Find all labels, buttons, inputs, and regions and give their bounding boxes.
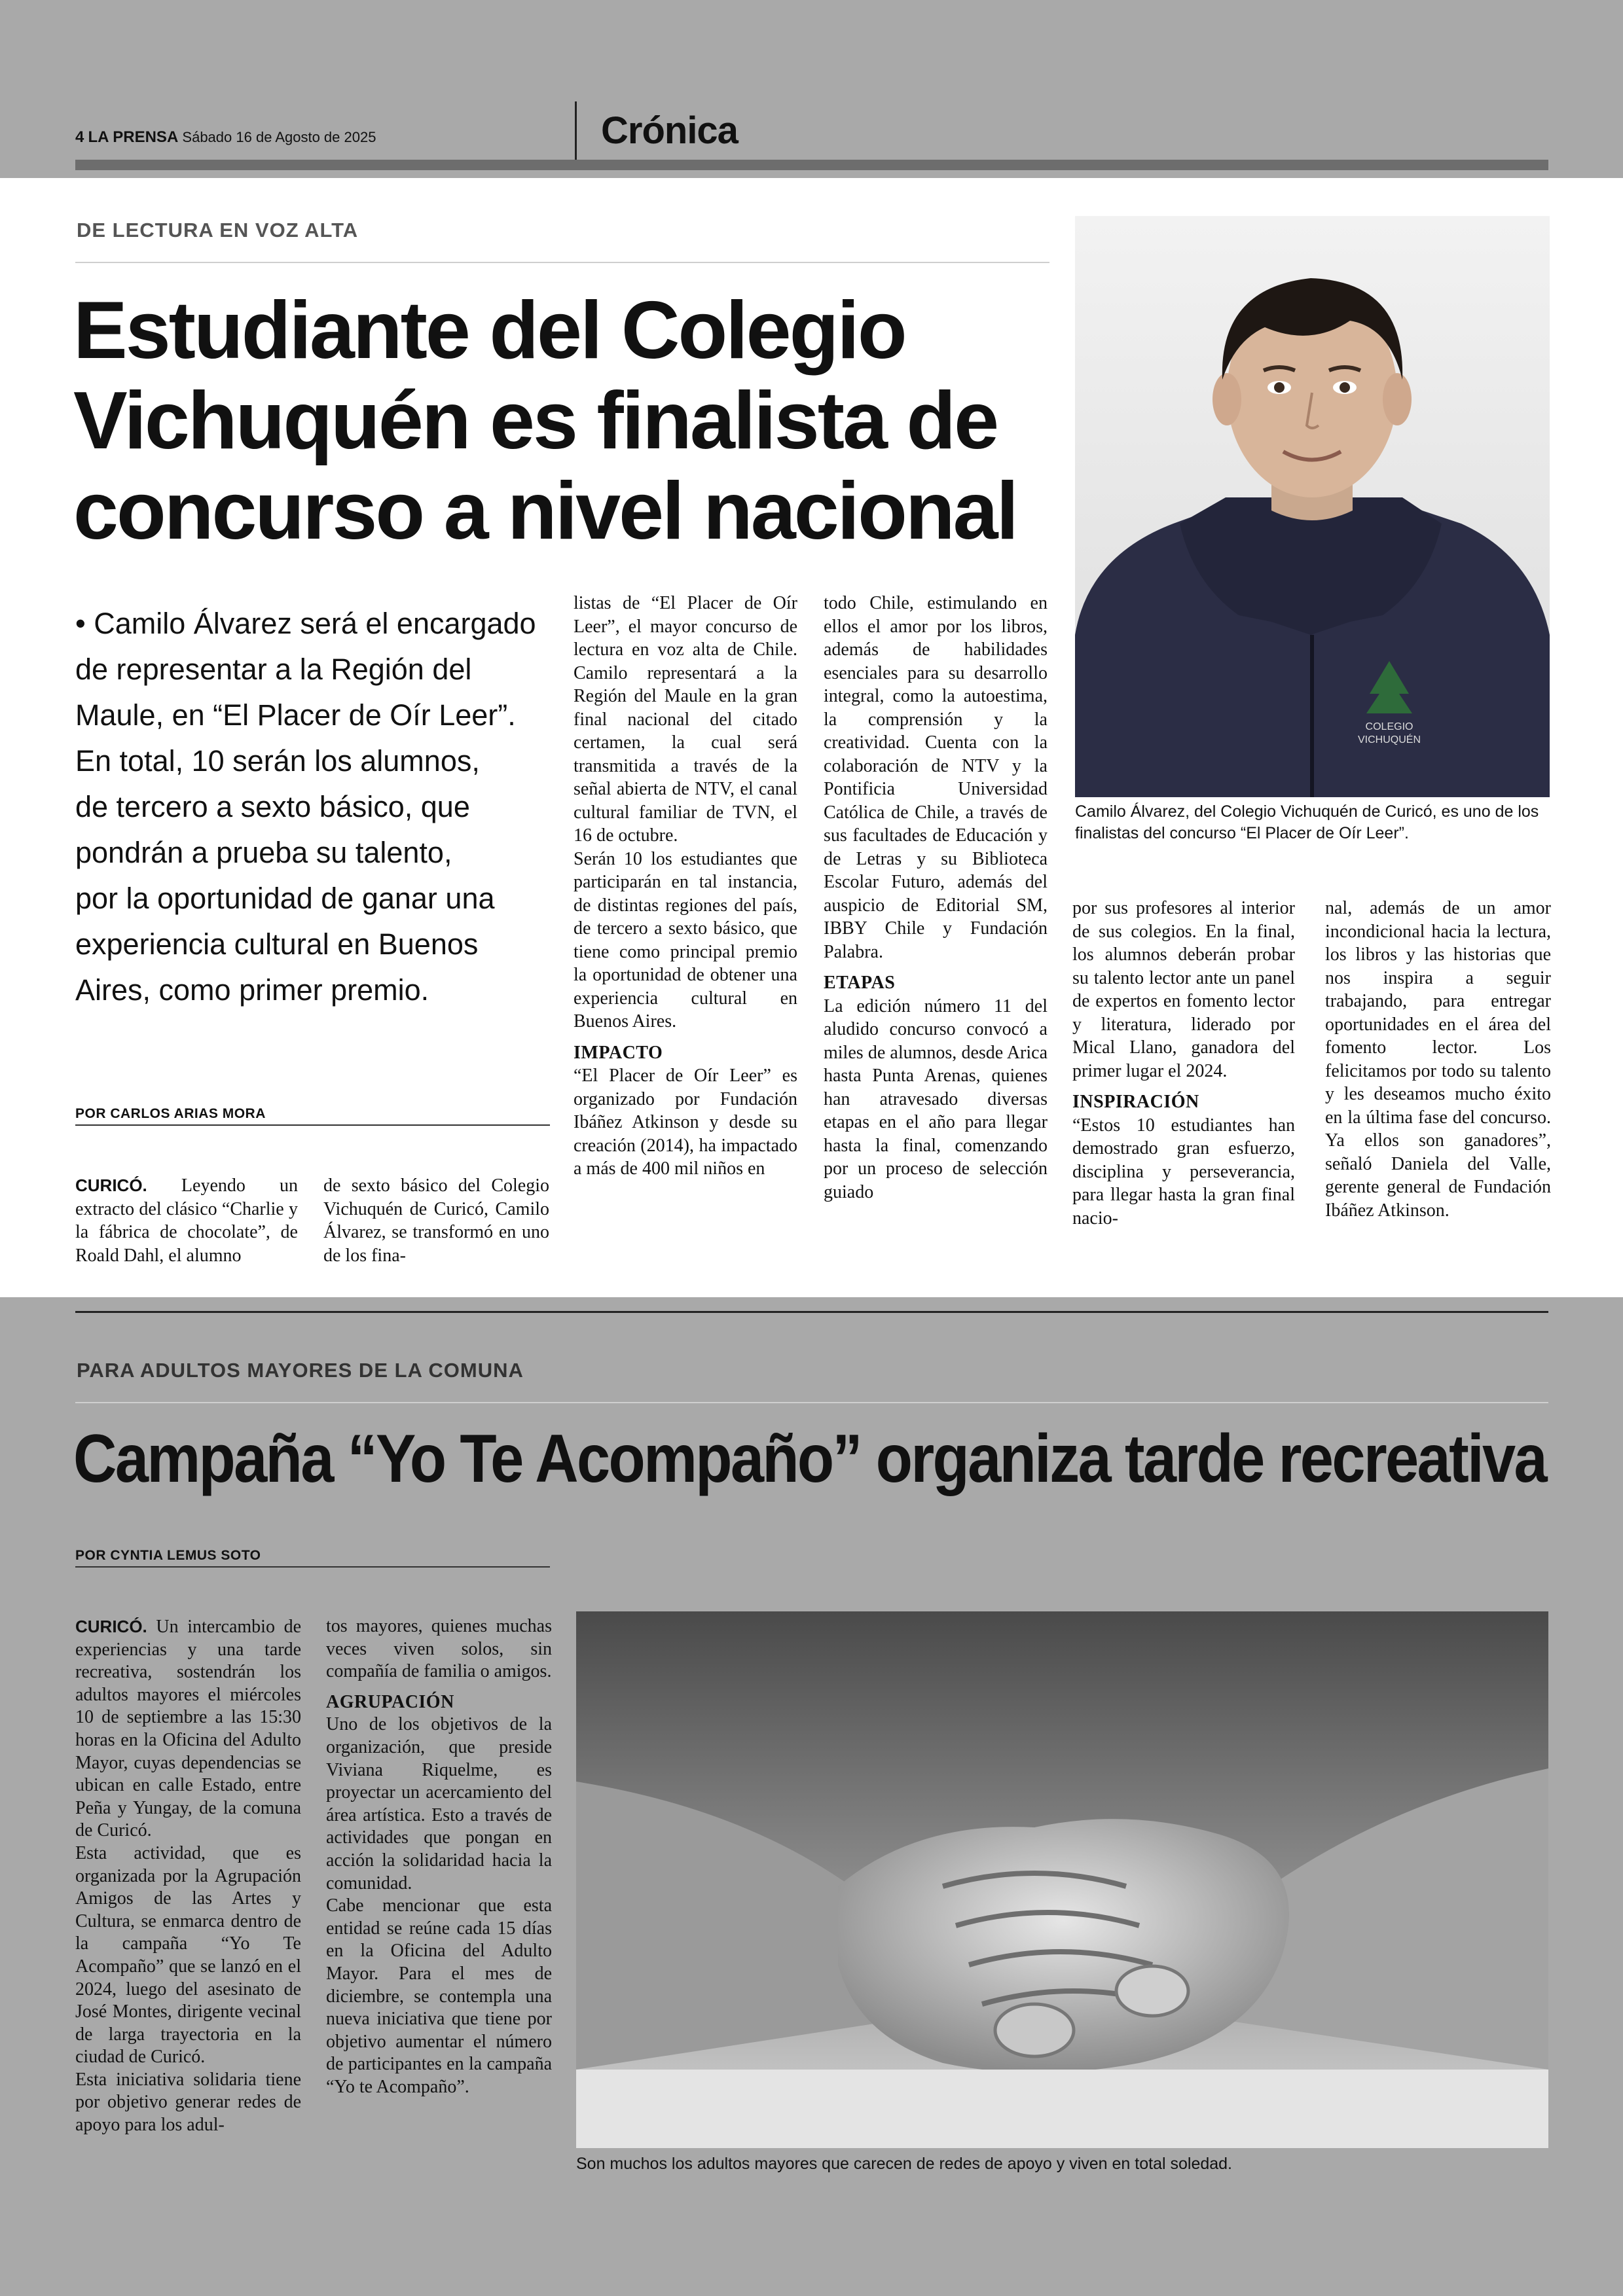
hands-photo-illustration (576, 1611, 1548, 2148)
lead-line: por la oportunidad de ganar una (75, 882, 495, 915)
lead-line: • Camilo Álvarez será el encargado (75, 607, 536, 640)
dateline-city: CURICÓ. (75, 1617, 147, 1636)
article-1-lead (75, 601, 573, 1013)
headline-line: Vichuquén es finalista de (73, 376, 998, 466)
body-text: tos mayores, quienes muchas veces viven solos, sin compañía de familia o amigos. (326, 1616, 552, 1682)
student-photo-caption: Camilo Álvarez, del Colegio Vichuquén de Curicó, es uno de los finalistas del concurso “El Placer de Oír Leer”. (1075, 802, 1539, 842)
body-text: Esta actividad, que es organizada por la Agrupación Amigos de las Artes y Cultura, se enmarca dentro de la campaña “Yo Te Acompaño” que se lanzó en el 2024, luego del asesinato de José Montes, dirigente vecinal de larga trayectoria en la ciudad de Curicó. (75, 1842, 301, 2068)
subhead-impacto: IMPACTO (574, 1042, 663, 1063)
article-1-col-5 (1072, 897, 1295, 1230)
lead-line: pondrán a prueba su talento, (75, 836, 452, 869)
body-text: Serán 10 los estudiantes que participarán en tal instancia, de distintas regiones del país, de tercero a sexto básico, que tiene como principal premio la oportunidad de obtener una experiencia cultural en Buenos Aires. (574, 848, 797, 1031)
header-divider (575, 101, 577, 160)
article-1-col-3 (574, 592, 797, 1181)
article-separator (75, 1311, 1548, 1313)
lead-line: En total, 10 serán los alumnos, (75, 744, 480, 778)
headline-line: concurso a nivel nacional (73, 466, 1017, 556)
dateline-city: CURICÓ. (75, 1175, 147, 1195)
body-text: La edición número 11 del aludido concurso convocó a miles de alumnos, desde Arica hasta Punta Arenas, quienes han atravesado diversas etapas en el año para llegar hasta la final, comenzando por un proceso de selección guiado (824, 996, 1048, 1202)
article-1-col-2 (323, 1174, 549, 1267)
article-1-col-6 (1325, 897, 1551, 1222)
body-text: Un intercambio de experiencias y una tarde recreativa, sostendrán los adultos mayores el miércoles 10 de septiembre a las 15:30 horas en la Oficina del Adulto Mayor, cuyas dependencias se ubican en calle Estado, entre Peña y Yungay, de la comuna de Curicó. (75, 1617, 302, 1841)
article-2-col-1 (75, 1615, 301, 2137)
body-text: “El Placer de Oír Leer” es organizado por Fundación Ibáñez Atkinson y desde su creación (2014), ha impactado a más de 400 mil niños en (574, 1066, 797, 1179)
page-folio (75, 128, 376, 147)
kicker-rule (75, 1402, 1548, 1403)
logo-text: VICHUQUÉN (1357, 734, 1421, 745)
lead-line: experiencia cultural en Buenos (75, 927, 479, 961)
student-photo-illustration (1075, 216, 1550, 797)
issue-date: Sábado 16 de Agosto de 2025 (182, 129, 376, 145)
hands-photo (576, 1611, 1548, 2148)
lead-line: de tercero a sexto básico, que (75, 790, 470, 823)
body-text: de sexto básico del Colegio Vichuquén de Curicó, Camilo Álvarez, se transformó en uno de los fina- (323, 1175, 549, 1266)
article-2-byline: POR CYNTIA LEMUS SOTO (75, 1548, 261, 1563)
article-2-headline: Campaña “Yo Te Acompaño” organiza tarde recreativa (73, 1421, 1546, 1497)
article-1-col-1 (75, 1174, 298, 1267)
subhead-agrupacion: AGRUPACIÓN (326, 1691, 454, 1712)
body-text: todo Chile, estimulando en ellos el amor por los libros, además de habilidades esenciales para su desarrollo integral, como la autoestima, la comprensión y la creatividad. Cuenta con la colaboración de NTV y la Pontificia Universidad Católica de Chile, a través de sus facultades de Educación y de Letras y su Biblioteca Escolar Futuro, además del auspicio de Editorial SM, IBBY Chile y Fundación Palabra. (824, 593, 1048, 962)
headline-line: Estudiante del Colegio (73, 285, 905, 376)
article-1-byline: POR CARLOS ARIAS MORA (75, 1106, 266, 1121)
byline-rule (75, 1124, 550, 1126)
subhead-etapas: ETAPAS (824, 973, 896, 993)
page-number: 4 (75, 128, 84, 146)
lead-line: Maule, en “El Placer de Oír Leer”. (75, 698, 516, 732)
hands-photo-caption: Son muchos los adultos mayores que carecen de redes de apoyo y viven en total soledad. (576, 2155, 1233, 2173)
subhead-inspiracion: INSPIRACIÓN (1072, 1092, 1199, 1112)
body-text: nal, además de un amor incondicional hacia la lectura, los libros y las historias que nos inspira a seguir trabajando, para entregar oportunidades en el área del fomento lector. Los felicitamos por todo su talento y les deseamos mucho éxito en la última fase del concurso. Ya ellos son ganadores”, señaló Daniela del Valle, gerente general de Fundación Ibáñez Atkinson. (1325, 898, 1551, 1221)
body-text: Uno de los objetivos de la organización, que preside Viviana Riquelme, es proyectar un acercamiento del área artística. Esto a través de actividades que pongan en acción la solidaridad hacia la comunidad. (326, 1714, 552, 1893)
byline-rule (75, 1566, 550, 1568)
lead-line: Aires, como primer premio. (75, 973, 429, 1007)
kicker-rule (75, 262, 1049, 263)
body-text: Esta iniciativa solidaria tiene por objetivo generar redes de apoyo para los adul- (75, 2069, 301, 2136)
header-rule (75, 160, 1548, 170)
article-2-col-2 (326, 1615, 552, 2098)
logo-text: COLEGIO (1365, 721, 1413, 732)
paper-name: LA PRENSA (88, 128, 179, 146)
lead-line: de representar a la Región del (75, 653, 472, 686)
article-2-kicker: PARA ADULTOS MAYORES DE LA COMUNA (77, 1359, 524, 1382)
body-text: Cabe mencionar que esta entidad se reúne cada 15 días en la Oficina del Adulto Mayor. Para el mes de diciembre, se contempla una nueva iniciativa que tiene por objetivo aumentar el número de participantes en la campaña “Yo te Acompaño”. (326, 1895, 552, 2097)
student-photo (1075, 216, 1550, 797)
body-text: por sus profesores al interior de sus colegios. En la final, los alumnos deberán probar su talento lector ante un panel de expertos en fomento lector y literatura, liderado por Mical Llano, ganadora del primer lugar el 2024. (1072, 898, 1295, 1081)
body-text: “Estos 10 estudiantes han demostrado gran esfuerzo, disciplina y perseverancia, para llegar hasta la gran final nacio- (1072, 1115, 1295, 1229)
section-title: Crónica (601, 109, 738, 152)
article-1-headline (73, 285, 1017, 556)
article-1-kicker: DE LECTURA EN VOZ ALTA (77, 219, 359, 242)
body-text: Leyendo un extracto del clásico “Charlie y la fábrica de chocolate”, de Roald Dahl, el alumno (75, 1175, 298, 1266)
article-1-col-4 (824, 592, 1048, 1204)
body-text: listas de “El Placer de Oír Leer”, el mayor concurso de lectura en voz alta de Chile. Camilo representará a la Región del Maule en la gran final nacional del citado certamen, la cual será transmitida a través de la señal abierta de NTV, el canal cultural familiar de TVN, el 16 de octubre. (574, 593, 797, 846)
